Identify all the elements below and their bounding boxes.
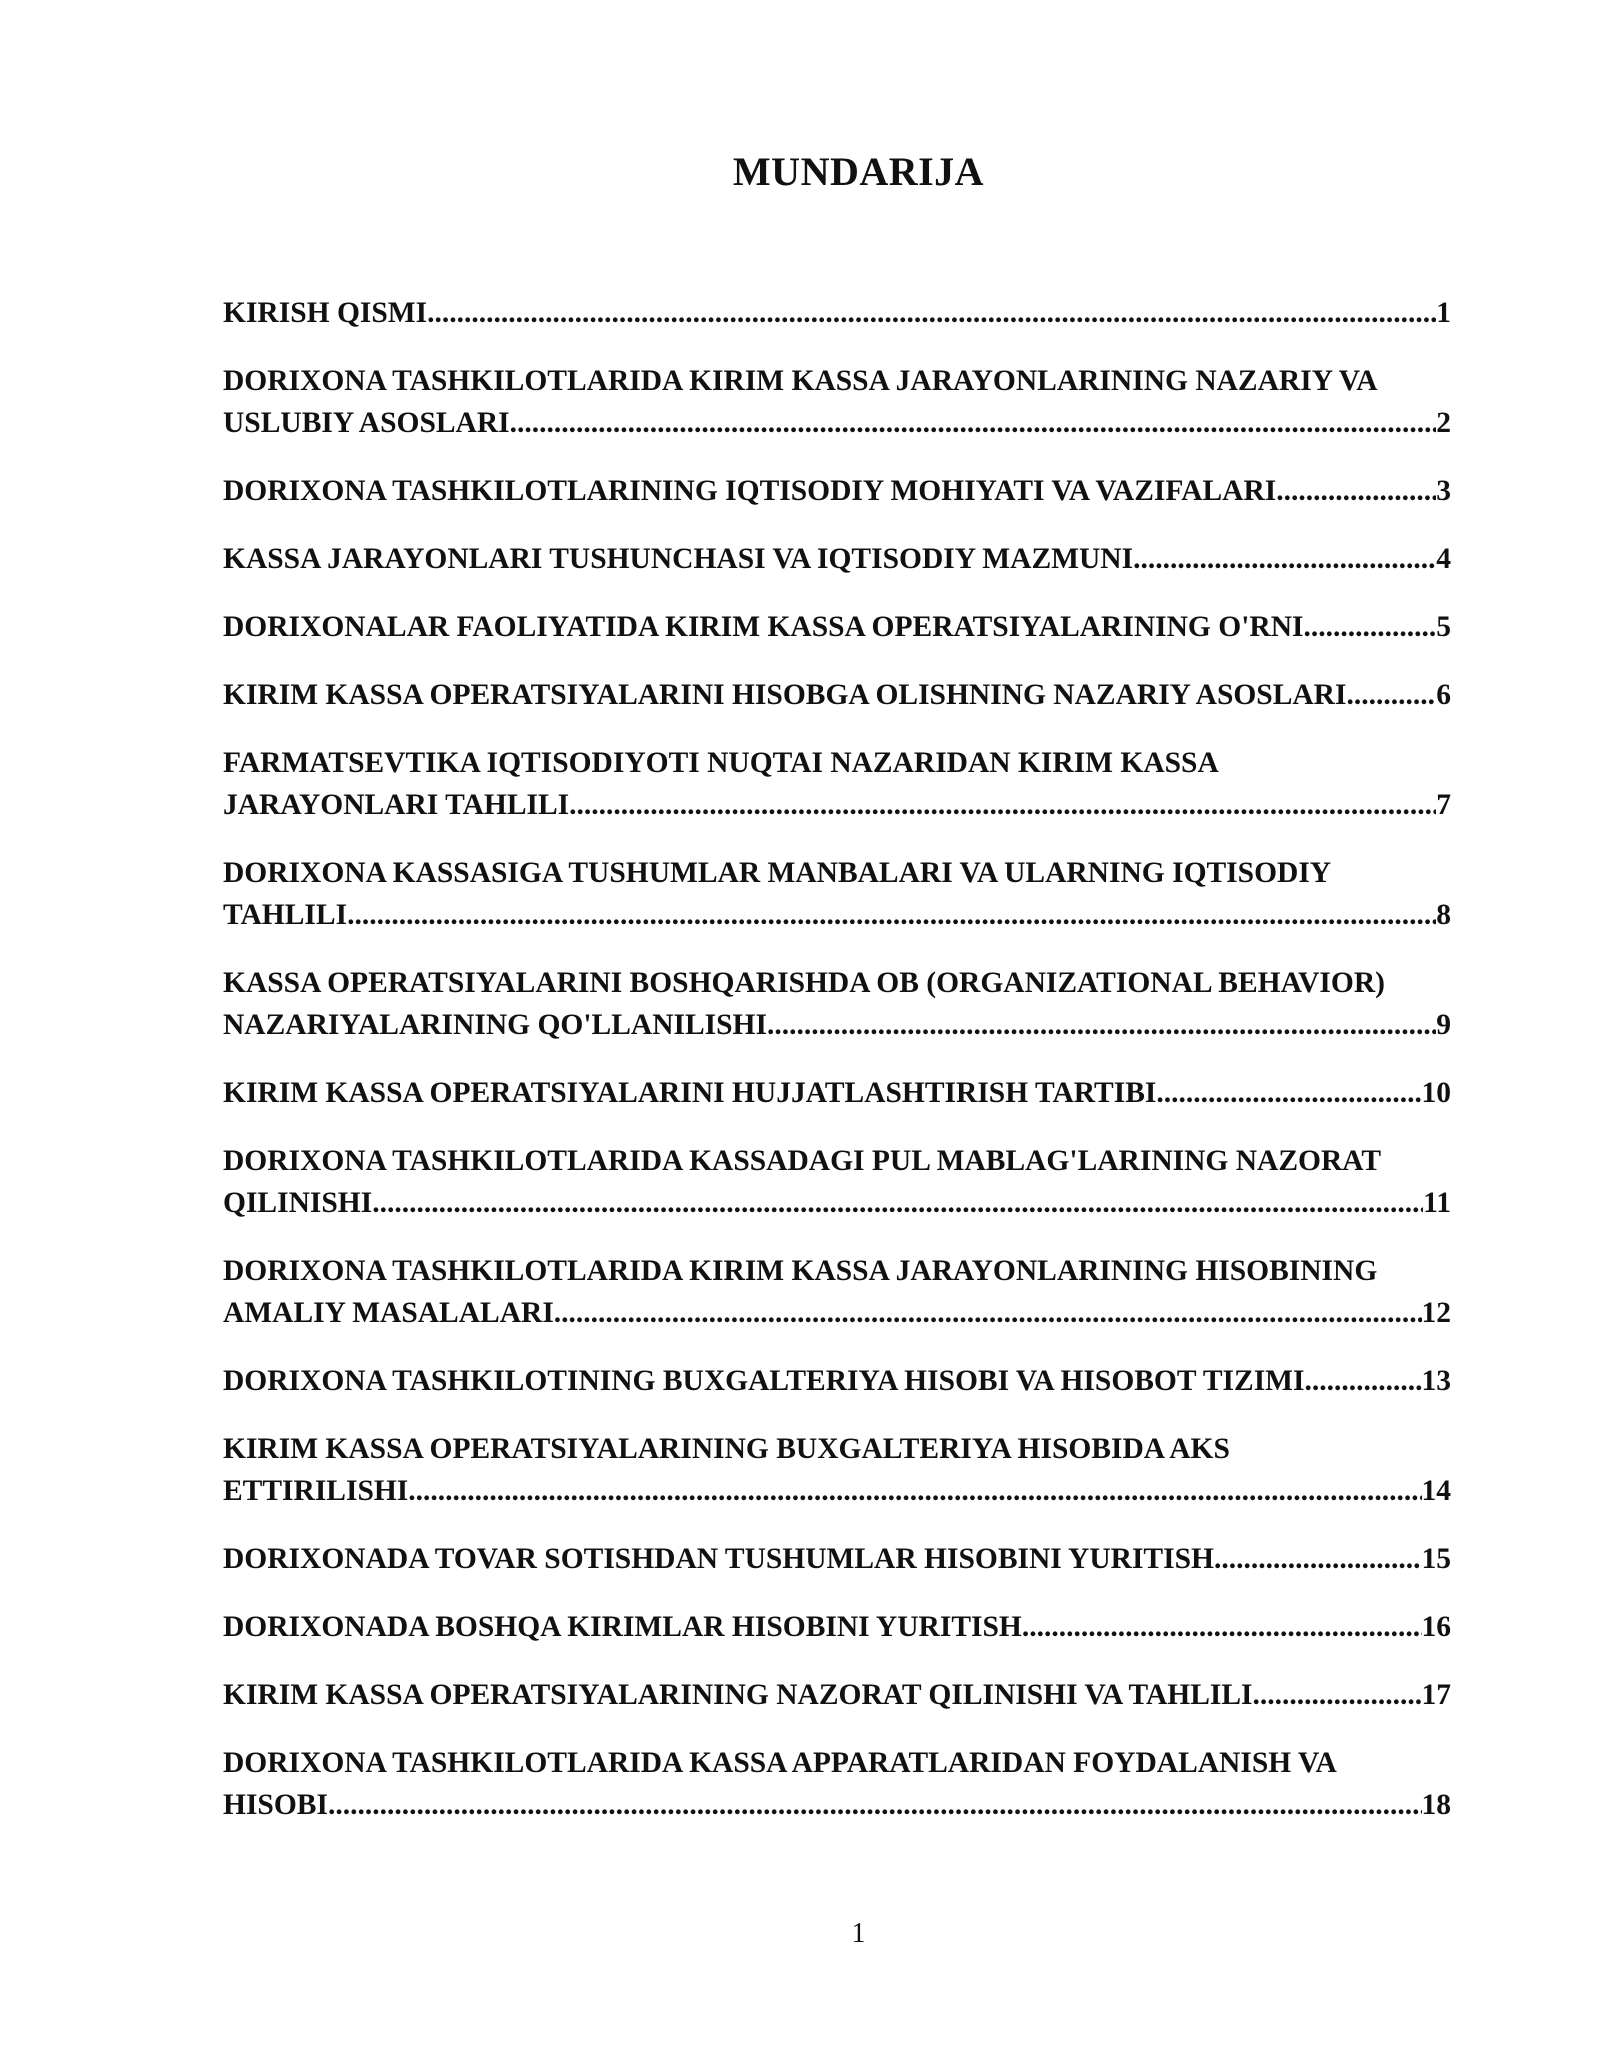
toc-page-number: 11 — [1423, 1187, 1451, 1219]
toc-entry-row — [223, 1674, 1451, 1716]
toc-entry-row — [223, 1784, 1451, 1826]
toc-page-number: 18 — [1421, 1789, 1451, 1821]
toc-entry-text: KASSA JARAYONLARI TUSHUNCHASI VA IQTISODIY MAZMUNI — [223, 543, 1134, 575]
toc-entry[interactable] — [223, 1742, 1451, 1826]
toc-page-number: 17 — [1421, 1679, 1451, 1711]
dot-leader — [347, 894, 1436, 936]
dot-leader — [1253, 1674, 1422, 1716]
toc-entry-row — [223, 1606, 1451, 1648]
toc-entry-text: DORIXONA KASSASIGA TUSHUMLAR MANBALARI VA ULARNING IQTISODIY — [223, 857, 1332, 889]
dot-leader — [1214, 1538, 1422, 1580]
dot-leader — [328, 1784, 1422, 1826]
toc-entry[interactable] — [223, 1360, 1451, 1402]
toc-entry-row — [223, 1182, 1451, 1224]
dot-leader — [1133, 538, 1436, 580]
toc-entry-text: KIRIM KASSA OPERATSIYALARINI HISOBGA OLISHNING NAZARIY ASOSLARI — [223, 679, 1347, 711]
toc-entry-row — [223, 1538, 1451, 1580]
toc-entry-text: DORIXONA TASHKILOTLARIDA KIRIM KASSA JARAYONLARINING NAZARIY VA — [223, 365, 1378, 397]
dot-leader — [1022, 1606, 1422, 1648]
toc-page-number: 10 — [1421, 1077, 1451, 1109]
dot-leader — [510, 402, 1437, 444]
toc-page-number: 1 — [1436, 297, 1451, 329]
dot-leader — [1303, 606, 1436, 648]
toc-entry-text: DORIXONADA TOVAR SOTISHDAN TUSHUMLAR HISOBINI YURITISH — [223, 1543, 1214, 1575]
toc-entry[interactable] — [223, 470, 1451, 512]
toc-entry[interactable] — [223, 538, 1451, 580]
dot-leader — [554, 1292, 1422, 1334]
toc-entry-row — [223, 1360, 1451, 1402]
dot-leader — [1346, 674, 1436, 716]
toc-entry-text: DORIXONA TASHKILOTLARIDA KASSADAGI PUL MABLAG'LARINING NAZORAT — [223, 1145, 1382, 1177]
toc-entry-text: KIRISH QISMI — [223, 297, 428, 329]
dot-leader — [1276, 470, 1436, 512]
toc-entry[interactable] — [223, 674, 1451, 716]
toc-entry[interactable] — [223, 852, 1451, 936]
toc-entry-row — [223, 784, 1451, 826]
toc-entry[interactable] — [223, 1250, 1451, 1334]
toc-entry-row — [223, 538, 1451, 580]
page-title: MUNDARIJA — [732, 149, 985, 194]
toc-entry-text: DORIXONADA BOSHQA KIRIMLAR HISOBINI YURITISH — [223, 1611, 1022, 1643]
toc-entry-text: TAHLILI — [223, 899, 348, 931]
dot-leader — [569, 784, 1436, 826]
toc-entry-text: JARAYONLARI TAHLILI — [223, 789, 570, 821]
toc-entry-row — [223, 606, 1451, 648]
toc-page-number: 8 — [1436, 899, 1451, 931]
toc-entry-row — [223, 1004, 1451, 1046]
toc-page-number: 7 — [1436, 789, 1451, 821]
toc-entry-text: DORIXONA TASHKILOTLARIDA KASSA APPARATLARIDAN FOYDALANISH VA — [223, 1747, 1337, 1779]
toc-entry-row — [223, 1292, 1451, 1334]
toc-entry[interactable] — [223, 1072, 1451, 1114]
toc-entry-text: HISOBI — [223, 1789, 328, 1821]
toc-entry[interactable] — [223, 1606, 1451, 1648]
toc-entry-text: KIRIM KASSA OPERATSIYALARINING BUXGALTERIYA HISOBIDA AKS — [223, 1433, 1230, 1465]
toc-page-number: 16 — [1421, 1611, 1451, 1643]
dot-leader — [408, 1470, 1421, 1512]
toc-entry[interactable] — [223, 1674, 1451, 1716]
toc-entry-row — [223, 1072, 1451, 1114]
toc-entry-text: DORIXONA TASHKILOTLARIDA KIRIM KASSA JARAYONLARINING HISOBINING — [223, 1255, 1378, 1287]
table-of-contents — [223, 292, 1451, 1852]
toc-page-number: 12 — [1421, 1297, 1451, 1329]
toc-page-number: 9 — [1436, 1009, 1451, 1041]
toc-entry[interactable] — [223, 1140, 1451, 1224]
toc-page-number: 3 — [1436, 475, 1451, 507]
toc-entry[interactable] — [223, 742, 1451, 826]
toc-entry-row — [223, 894, 1451, 936]
toc-entry-row — [223, 292, 1451, 334]
dot-leader — [767, 1004, 1436, 1046]
toc-entry-text: DORIXONA TASHKILOTINING BUXGALTERIYA HISOBI VA HISOBOT TIZIMI. — [223, 1365, 1312, 1397]
toc-entry-row — [223, 470, 1451, 512]
toc-entry-text: USLUBIY ASOSLARI — [223, 407, 510, 439]
toc-entry-text: DORIXONA TASHKILOTLARINING IQTISODIY MOHIYATI VA VAZIFALARI — [223, 475, 1277, 507]
toc-entry-row — [223, 674, 1451, 716]
toc-entry[interactable] — [223, 606, 1451, 648]
toc-entry-text: KASSA OPERATSIYALARINI BOSHQARISHDA OB (ORGANIZATIONAL BEHAVIOR) — [223, 967, 1385, 999]
toc-entry[interactable] — [223, 292, 1451, 334]
toc-page-number: 15 — [1421, 1543, 1451, 1575]
toc-page-number: 6 — [1436, 679, 1451, 711]
toc-entry[interactable] — [223, 962, 1451, 1046]
dot-leader — [427, 292, 1436, 334]
toc-entry-text: DORIXONALAR FAOLIYATIDA KIRIM KASSA OPERATSIYALARINING O'RNI — [223, 611, 1304, 643]
page-number: 1 — [851, 1918, 866, 1949]
toc-page-number: 13 — [1421, 1365, 1451, 1397]
toc-entry-text: FARMATSEVTIKA IQTISODIYOTI NUQTAI NAZARIDAN KIRIM KASSA — [223, 747, 1219, 779]
toc-page-number: 5 — [1436, 611, 1451, 643]
toc-page-number: 2 — [1436, 407, 1451, 439]
dot-leader — [372, 1182, 1423, 1224]
toc-entry-text: AMALIY MASALALARI — [223, 1297, 554, 1329]
toc-page-number: 4 — [1436, 543, 1451, 575]
toc-entry[interactable] — [223, 1428, 1451, 1512]
toc-entry-text: KIRIM KASSA OPERATSIYALARINING NAZORAT QILINISHI VA TAHLILI — [223, 1679, 1253, 1711]
toc-entry-text: KIRIM KASSA OPERATSIYALARINI HUJJATLASHTIRISH TARTIBI — [223, 1077, 1157, 1109]
toc-entry-text: NAZARIYALARINING QO'LLANILISHI — [223, 1009, 767, 1041]
toc-entry-row — [223, 402, 1451, 444]
dot-leader — [1156, 1072, 1421, 1114]
toc-entry-row — [223, 1470, 1451, 1512]
toc-entry[interactable] — [223, 1538, 1451, 1580]
toc-entry[interactable] — [223, 360, 1451, 444]
dot-leader — [1312, 1360, 1422, 1402]
toc-entry-text: QILINISHI — [223, 1187, 373, 1219]
toc-entry-text: ETTIRILISHI — [223, 1475, 409, 1507]
toc-page-number: 14 — [1421, 1475, 1451, 1507]
